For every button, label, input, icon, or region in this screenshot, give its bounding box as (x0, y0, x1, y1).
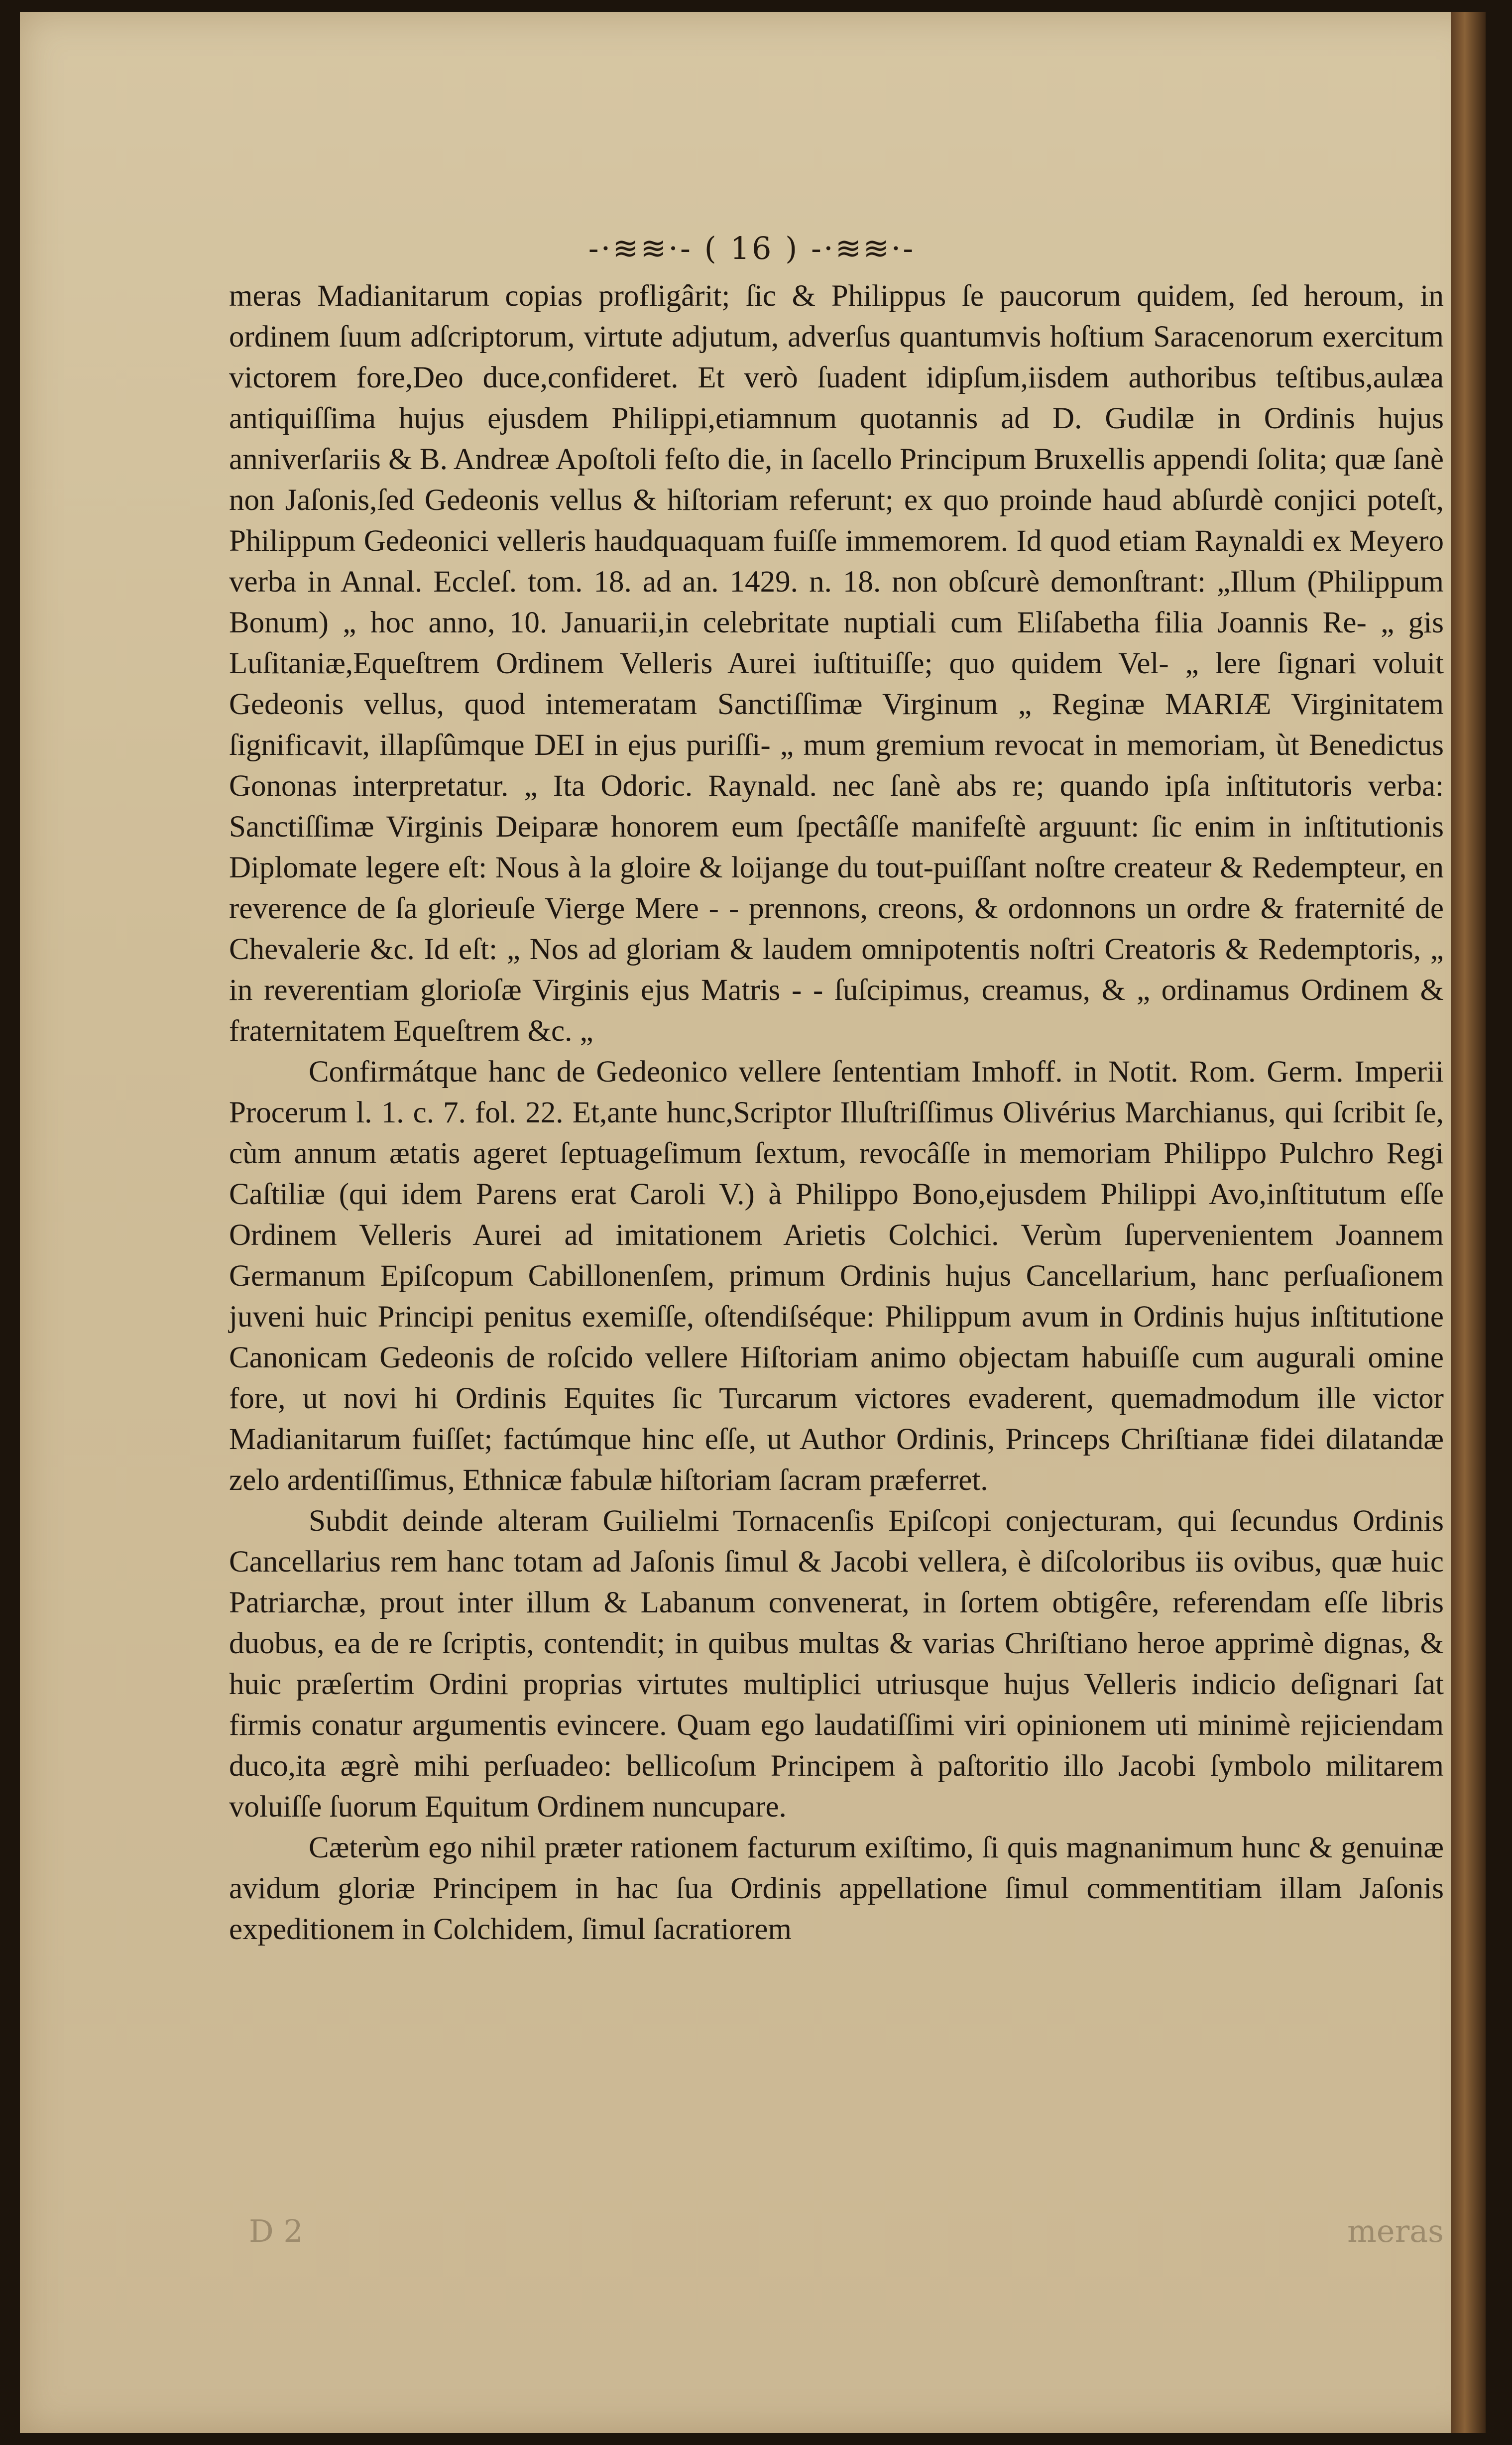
paragraph-3: Subdit deinde alteram Guilielmi Tornacenſis Epiſcopi conjecturam, qui ſecundus Ordinis Cancellarius rem hanc totam ad Jaſonis ſimul & Jacobi vellera, è diſcoloribus iis ovibus, quæ huic Patriarchæ, prout inter illum & Labanum convenerat, in ſortem obtigêre, referendam eſſe libris duobus, ea de re ſcriptis, contendit; in quibus multas & varias Chriſtiano heroe apprimè dignas, & huic præſertim Ordini proprias virtutes multiplici utriusque hujus Velleris indicio deſignari ſat firmis conatur argumentis evincere. Quam ego laudatiſſimi viri opinionem uti minimè rejiciendam duco,ita ægrè mihi perſuadeo: bellicoſum Principem à paſtoritio illo Jacobi ſymbolo militarem voluiſſe ſuorum Equitum Ordinem nuncupare. (229, 1504, 1444, 1824)
catchword: meras (1347, 2213, 1444, 2249)
signature-mark: D 2 (249, 2213, 303, 2249)
book-spine (1451, 12, 1486, 2433)
bleed-through-footer (249, 2213, 1444, 2249)
body-text (229, 276, 1444, 1950)
paragraph-4: Cæterùm ego nihil præter rationem facturum exiſtimo, ſi quis magnanimum hunc & genuinæ avidum gloriæ Principem in hac ſua Ordinis appellatione ſimul commentitiam illam Jaſonis expeditionem in Colchidem, ſimul ſacratiorem (229, 1831, 1444, 1946)
page-header: -·≋≋·- ( 16 ) -·≋≋·- (588, 230, 916, 266)
paragraph-1: meras Madianitarum copias profligârit; ſic & Philippus ſe paucorum quidem, ſed heroum, in ordinem ſuum adſcriptorum, virtute adjutum, adverſus quantumvis hoſtium Saracenorum exercitum victorem fore,Deo duce,confideret. Et verò ſuadent idipſum,iisdem authoribus teſtibus,aulæa antiquiſſima hujus ejusdem Philippi,etiamnum quotannis ad D. Gudilæ in Ordinis hujus anniverſariis & B. Andreæ Apoſtoli feſto die, in ſacello Principum Bruxellis appendi ſolita; quæ ſanè non Jaſonis,ſed Gedeonis vellus & hiſtoriam referunt; ex quo proinde haud abſurdè conjici poteſt, Philippum Gedeonici velleris haudquaquam fuiſſe immemorem. Id quod etiam Raynaldi ex Meyero verba in Annal. Eccleſ. tom. 18. ad an. 1429. n. 18. non obſcurè demonſtrant: „Illum (Philippum Bonum) „ hoc anno, 10. Januarii,in celebritate nuptiali cum Eliſabetha filia Joannis Re- „ gis Luſitaniæ,Equeſtrem Ordinem Velleris Aurei iuſtituiſſe; quo quidem Vel- „ lere ſignari voluit Gedeonis vellus, quod intemeratam Sanctiſſimæ Virginum „ Reginæ MARIÆ Virginitatem ſignificavit, illapſûmque DEI in ejus puriſſi- „ mum gremium revocat in memoriam, ùt Benedictus Gononas interpretatur. „ Ita Odoric. Raynald. nec ſanè abs re; quando ipſa inſtitutoris verba: Sanctiſſimæ Virginis Deiparæ honorem eum ſpectâſſe manifeſtè arguunt: ſic enim in inſtitutionis Diplomate legere eſt: Nous à la gloire & loijange du tout-puiſſant noſtre createur & Redempteur, en reverence de ſa glorieuſe Vierge Mere - - prennons, creons, & ordonnons un ordre & fraternité de Chevalerie &c. Id eſt: „ Nos ad gloriam & laudem omnipotentis noſtri Creatoris & Redemptoris, „ in reverentiam glorioſæ Virginis ejus Matris - - ſuſcipimus, creamus, & „ ordinamus Ordinem & fraternitatem Equeſtrem &c. „ (229, 279, 1444, 1048)
paragraph-2: Confirmátque hanc de Gedeonico vellere ſententiam Imhoff. in Notit. Rom. Germ. Imperii Procerum l. 1. c. 7. fol. 22. Et,ante hunc,Scriptor Illuſtriſſimus Olivérius Marchianus, qui ſcribit ſe, cùm annum ætatis ageret ſeptuageſimum ſextum, revocâſſe in memoriam Philippo Pulchro Regi Caſtiliæ (qui idem Parens erat Caroli V.) à Philippo Bono,ejusdem Philippi Avo,inſtitutum eſſe Ordinem Velleris Aurei ad imitationem Arietis Colchici. Verùm ſupervenientem Joannem Germanum Epiſcopum Cabillonenſem, primum Ordinis hujus Cancellarium, hanc perſuaſionem juveni huic Principi penitus exemiſſe, oſtendiſséque: Philippum avum in Ordinis hujus inſtitutione Canonicam Gedeonis de roſcido vellere Hiſtoriam animo objectam habuiſſe cum augurali omine fore, ut novi hi Ordinis Equites ſic Turcarum victores evaderent, quemadmodum ille victor Madianitarum fuiſſet; factúmque hinc eſſe, ut Author Ordinis, Princeps Chriſtianæ fidei dilatandæ zelo ardentiſſimus, Ethnicæ fabulæ hiſtoriam ſacram præferret. (229, 1055, 1444, 1497)
book-page (20, 12, 1484, 2433)
